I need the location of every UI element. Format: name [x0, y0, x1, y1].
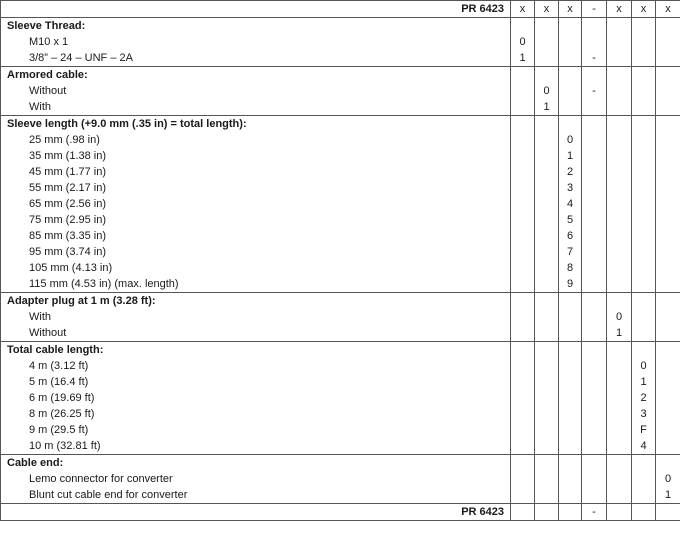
option-label: 8 m (26.25 ft)	[1, 406, 511, 422]
code-cell	[607, 67, 632, 84]
code-cell	[582, 34, 607, 50]
code-cell	[559, 406, 582, 422]
option-label: 35 mm (1.38 in)	[1, 148, 511, 164]
code-cell	[632, 260, 656, 276]
option-row	[1, 83, 680, 99]
code-cell	[582, 212, 607, 228]
code-cell: 1	[632, 374, 656, 390]
option-row	[1, 276, 680, 293]
code-cell	[656, 18, 680, 35]
code-cell	[559, 325, 582, 342]
code-column-footer: -	[582, 504, 607, 521]
code-cell	[511, 358, 535, 374]
code-cell	[607, 212, 632, 228]
code-cell	[511, 83, 535, 99]
code-cell	[535, 50, 559, 67]
code-cell	[632, 164, 656, 180]
code-cell	[535, 180, 559, 196]
code-cell	[535, 358, 559, 374]
section-title: Armored cable:	[1, 67, 511, 84]
code-cell	[607, 34, 632, 50]
code-cell	[535, 293, 559, 310]
code-cell	[559, 50, 582, 67]
code-cell	[559, 358, 582, 374]
code-cell	[511, 487, 535, 504]
code-cell	[582, 132, 607, 148]
option-row	[1, 132, 680, 148]
code-cell: 0	[607, 309, 632, 325]
code-cell	[632, 116, 656, 133]
code-cell	[535, 228, 559, 244]
code-cell	[535, 455, 559, 472]
code-cell	[559, 99, 582, 116]
code-cell	[559, 293, 582, 310]
option-label: Without	[1, 325, 511, 342]
option-row	[1, 438, 680, 455]
code-cell	[607, 116, 632, 133]
code-cell	[632, 50, 656, 67]
code-column-header: x	[656, 1, 680, 18]
code-cell: 5	[559, 212, 582, 228]
option-row	[1, 260, 680, 276]
code-cell	[559, 438, 582, 455]
code-cell	[632, 471, 656, 487]
option-label: 55 mm (2.17 in)	[1, 180, 511, 196]
code-cell	[607, 276, 632, 293]
code-cell	[511, 390, 535, 406]
option-row	[1, 325, 680, 342]
section-row	[1, 455, 680, 472]
code-cell	[632, 244, 656, 260]
option-row	[1, 228, 680, 244]
option-row	[1, 148, 680, 164]
code-cell	[582, 358, 607, 374]
code-cell	[607, 471, 632, 487]
code-cell	[511, 422, 535, 438]
option-label: M10 x 1	[1, 34, 511, 50]
code-cell	[535, 196, 559, 212]
code-cell	[607, 406, 632, 422]
code-cell	[582, 487, 607, 504]
code-cell	[607, 164, 632, 180]
code-cell	[632, 342, 656, 359]
code-cell	[582, 99, 607, 116]
code-cell	[607, 18, 632, 35]
code-cell	[535, 260, 559, 276]
code-cell: 4	[559, 196, 582, 212]
code-cell	[582, 325, 607, 342]
code-column-footer	[656, 504, 680, 521]
code-cell	[559, 342, 582, 359]
code-cell	[511, 325, 535, 342]
option-row	[1, 196, 680, 212]
code-cell	[656, 116, 680, 133]
option-label: 95 mm (3.74 in)	[1, 244, 511, 260]
code-cell	[559, 67, 582, 84]
code-cell	[582, 196, 607, 212]
section-row	[1, 293, 680, 310]
code-cell	[582, 342, 607, 359]
option-row	[1, 34, 680, 50]
code-cell: 0	[511, 34, 535, 50]
code-column-footer	[511, 504, 535, 521]
code-cell	[607, 50, 632, 67]
option-label: 115 mm (4.53 in) (max. length)	[1, 276, 511, 293]
code-cell	[607, 260, 632, 276]
code-cell	[535, 422, 559, 438]
code-cell	[632, 487, 656, 504]
code-cell	[632, 212, 656, 228]
code-cell: 0	[535, 83, 559, 99]
code-cell	[607, 99, 632, 116]
code-cell	[511, 18, 535, 35]
code-cell	[632, 83, 656, 99]
code-cell	[582, 406, 607, 422]
code-column-header: -	[582, 1, 607, 18]
option-label: 85 mm (3.35 in)	[1, 228, 511, 244]
code-cell	[582, 116, 607, 133]
code-cell	[582, 164, 607, 180]
code-cell	[607, 132, 632, 148]
code-cell	[535, 325, 559, 342]
code-cell: 7	[559, 244, 582, 260]
section-title: Adapter plug at 1 m (3.28 ft):	[1, 293, 511, 310]
code-cell	[535, 374, 559, 390]
code-cell	[582, 148, 607, 164]
code-cell	[535, 18, 559, 35]
section-title: Sleeve Thread:	[1, 18, 511, 35]
code-cell	[656, 406, 680, 422]
code-cell	[656, 390, 680, 406]
code-column-header: x	[535, 1, 559, 18]
code-cell	[582, 455, 607, 472]
header-row	[1, 1, 680, 18]
code-cell	[511, 116, 535, 133]
option-row	[1, 406, 680, 422]
code-cell	[632, 325, 656, 342]
code-cell	[656, 148, 680, 164]
code-cell	[632, 34, 656, 50]
code-cell	[582, 438, 607, 455]
code-cell	[535, 438, 559, 455]
code-cell	[656, 325, 680, 342]
code-cell	[535, 164, 559, 180]
option-label: 10 m (32.81 ft)	[1, 438, 511, 455]
code-cell	[656, 212, 680, 228]
code-cell: 1	[656, 487, 680, 504]
code-cell	[656, 276, 680, 293]
code-cell	[511, 455, 535, 472]
code-cell	[535, 67, 559, 84]
code-cell	[632, 67, 656, 84]
code-cell: 4	[632, 438, 656, 455]
option-label: 9 m (29.5 ft)	[1, 422, 511, 438]
code-cell	[582, 390, 607, 406]
option-label: 45 mm (1.77 in)	[1, 164, 511, 180]
code-cell	[632, 148, 656, 164]
option-row	[1, 374, 680, 390]
option-label: 25 mm (.98 in)	[1, 132, 511, 148]
code-cell	[511, 164, 535, 180]
code-cell	[607, 438, 632, 455]
code-cell	[607, 422, 632, 438]
code-cell	[656, 342, 680, 359]
code-cell: -	[582, 83, 607, 99]
option-row	[1, 50, 680, 67]
code-cell	[535, 276, 559, 293]
code-cell	[559, 34, 582, 50]
code-cell	[632, 455, 656, 472]
code-cell	[607, 293, 632, 310]
code-cell	[582, 293, 607, 310]
code-column-header: x	[511, 1, 535, 18]
code-cell	[535, 342, 559, 359]
option-row	[1, 487, 680, 504]
code-cell	[511, 67, 535, 84]
code-cell	[632, 132, 656, 148]
option-row	[1, 390, 680, 406]
code-cell	[607, 83, 632, 99]
code-cell	[656, 67, 680, 84]
code-cell	[582, 228, 607, 244]
code-cell	[559, 18, 582, 35]
option-row	[1, 309, 680, 325]
code-column-header: x	[559, 1, 582, 18]
code-cell	[632, 196, 656, 212]
code-cell	[511, 374, 535, 390]
code-cell	[535, 116, 559, 133]
code-cell	[656, 83, 680, 99]
section-row	[1, 18, 680, 35]
code-cell	[582, 18, 607, 35]
code-column-header: x	[632, 1, 656, 18]
code-cell: 9	[559, 276, 582, 293]
code-cell	[656, 34, 680, 50]
option-row	[1, 244, 680, 260]
code-cell	[656, 438, 680, 455]
option-label: With	[1, 309, 511, 325]
code-cell	[511, 260, 535, 276]
option-label: 65 mm (2.56 in)	[1, 196, 511, 212]
code-cell	[511, 180, 535, 196]
code-cell	[582, 67, 607, 84]
code-cell	[582, 309, 607, 325]
code-cell	[535, 34, 559, 50]
code-cell	[535, 132, 559, 148]
code-cell	[511, 342, 535, 359]
code-cell	[511, 406, 535, 422]
code-cell: 1	[607, 325, 632, 342]
code-cell	[632, 99, 656, 116]
option-row	[1, 358, 680, 374]
code-cell	[535, 148, 559, 164]
code-cell	[607, 455, 632, 472]
code-cell	[607, 228, 632, 244]
code-cell	[559, 390, 582, 406]
code-cell	[607, 244, 632, 260]
code-cell	[582, 471, 607, 487]
code-cell	[632, 276, 656, 293]
code-cell: 0	[559, 132, 582, 148]
code-cell: 3	[559, 180, 582, 196]
code-cell	[656, 309, 680, 325]
code-cell	[656, 358, 680, 374]
code-cell	[582, 260, 607, 276]
code-cell	[559, 309, 582, 325]
code-cell	[535, 244, 559, 260]
option-row	[1, 212, 680, 228]
option-row	[1, 99, 680, 116]
code-cell	[559, 422, 582, 438]
code-cell	[607, 374, 632, 390]
product-code-header: PR 6423	[1, 1, 511, 18]
code-cell	[607, 358, 632, 374]
section-row	[1, 342, 680, 359]
code-cell	[559, 455, 582, 472]
code-column-footer	[632, 504, 656, 521]
code-cell	[607, 180, 632, 196]
option-label: 6 m (19.69 ft)	[1, 390, 511, 406]
option-label: Lemo connector for converter	[1, 471, 511, 487]
code-cell	[656, 99, 680, 116]
option-label: 4 m (3.12 ft)	[1, 358, 511, 374]
code-cell	[656, 132, 680, 148]
code-cell	[511, 228, 535, 244]
code-cell	[559, 83, 582, 99]
code-cell	[607, 196, 632, 212]
option-row	[1, 180, 680, 196]
code-cell	[607, 148, 632, 164]
code-cell	[511, 132, 535, 148]
option-label: 105 mm (4.13 in)	[1, 260, 511, 276]
option-label: 5 m (16.4 ft)	[1, 374, 511, 390]
code-cell	[656, 228, 680, 244]
code-cell	[511, 293, 535, 310]
code-cell	[511, 276, 535, 293]
code-cell	[511, 99, 535, 116]
code-cell	[656, 422, 680, 438]
code-cell	[582, 244, 607, 260]
code-cell	[582, 374, 607, 390]
code-cell	[656, 50, 680, 67]
footer-row	[1, 504, 680, 521]
code-cell	[656, 260, 680, 276]
code-cell: 2	[632, 390, 656, 406]
option-label: Without	[1, 83, 511, 99]
option-label: With	[1, 99, 511, 116]
code-cell	[632, 228, 656, 244]
code-cell	[582, 180, 607, 196]
section-title: Cable end:	[1, 455, 511, 472]
code-cell	[656, 180, 680, 196]
code-cell	[632, 293, 656, 310]
code-cell	[607, 487, 632, 504]
code-cell	[632, 309, 656, 325]
code-cell	[535, 212, 559, 228]
section-title: Total cable length:	[1, 342, 511, 359]
code-cell	[559, 116, 582, 133]
code-cell: 1	[535, 99, 559, 116]
code-cell: 3	[632, 406, 656, 422]
section-row	[1, 116, 680, 133]
code-cell	[511, 148, 535, 164]
product-code-footer: PR 6423	[1, 504, 511, 521]
code-cell: 0	[632, 358, 656, 374]
code-cell: 2	[559, 164, 582, 180]
code-cell	[535, 487, 559, 504]
code-cell	[535, 471, 559, 487]
code-column-footer	[559, 504, 582, 521]
code-cell	[656, 196, 680, 212]
option-row	[1, 164, 680, 180]
code-column-footer	[535, 504, 559, 521]
option-row	[1, 471, 680, 487]
code-cell	[582, 422, 607, 438]
code-column-footer	[607, 504, 632, 521]
code-cell	[656, 164, 680, 180]
code-cell	[535, 406, 559, 422]
code-column-header: x	[607, 1, 632, 18]
code-cell: 8	[559, 260, 582, 276]
code-cell	[656, 374, 680, 390]
code-cell: 1	[559, 148, 582, 164]
code-cell	[511, 438, 535, 455]
option-label: Blunt cut cable end for converter	[1, 487, 511, 504]
code-cell	[607, 390, 632, 406]
code-cell: 1	[511, 50, 535, 67]
code-cell	[511, 309, 535, 325]
code-cell: -	[582, 50, 607, 67]
code-cell	[535, 309, 559, 325]
code-cell	[535, 390, 559, 406]
code-cell	[656, 293, 680, 310]
code-cell	[582, 276, 607, 293]
code-cell	[559, 374, 582, 390]
code-cell	[511, 212, 535, 228]
code-cell	[559, 487, 582, 504]
code-cell: F	[632, 422, 656, 438]
code-cell	[511, 471, 535, 487]
code-cell	[607, 342, 632, 359]
section-title: Sleeve length (+9.0 mm (.35 in) = total length):	[1, 116, 511, 133]
code-cell	[511, 244, 535, 260]
code-cell: 6	[559, 228, 582, 244]
code-cell	[656, 244, 680, 260]
code-cell	[559, 471, 582, 487]
code-cell: 0	[656, 471, 680, 487]
code-cell	[511, 196, 535, 212]
code-cell	[656, 455, 680, 472]
section-row	[1, 67, 680, 84]
code-cell	[632, 180, 656, 196]
code-cell	[632, 18, 656, 35]
option-label: 3/8” – 24 – UNF – 2A	[1, 50, 511, 67]
option-label: 75 mm (2.95 in)	[1, 212, 511, 228]
option-row	[1, 422, 680, 438]
